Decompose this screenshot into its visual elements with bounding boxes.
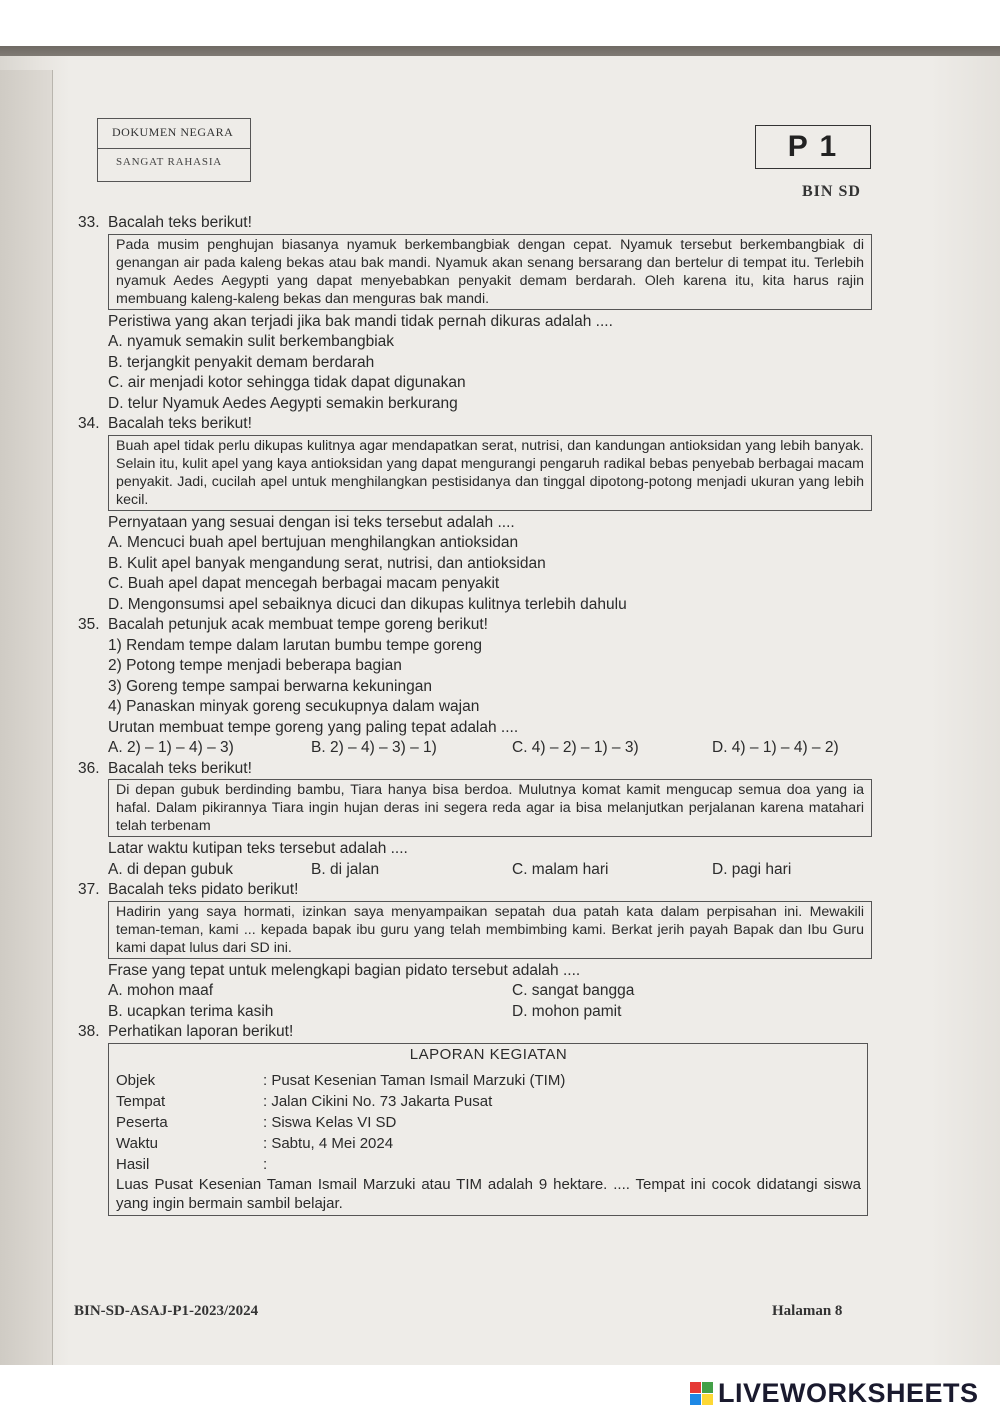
report-value: : Pusat Kesenian Taman Ismail Marzuki (TIM) xyxy=(263,1071,566,1089)
page-number: Halaman 8 xyxy=(772,1303,843,1319)
speech-passage: Hadirin yang saya hormati, izinkan saya menyampaikan sepatah dua patah kata dalam perpisahan ini. Mewakili teman-teman, kami ... kepada bapak ibu guru yang telah membimbing kami. Berkat jerih payah Bapak dan Ibu Guru kami dapat lulus dari SD ini. xyxy=(108,901,872,959)
option-c[interactable]: C. malam hari xyxy=(512,860,609,878)
question-prompt: Bacalah teks berikut! xyxy=(108,214,252,231)
report-key: Waktu xyxy=(116,1134,158,1152)
reading-passage: Pada musim penghujan biasanya nyamuk berkembangbiak dengan cepat. Nyamuk tersebut berkembangbiak di genangan air pada kaleng bekas atau bak mandi. Nyamuk akan senang bersarang dan bertelur di tempat itu. Terlebih nyamuk Aedes Aegypti yang dapat menyebabkan penyakit demam berdarah. Oleh karena itu, kita harus rajin membuang kaleng-kaleng bekas dan menguras bak mandi. xyxy=(108,234,872,310)
question-35 xyxy=(78,615,868,759)
question-text: Pernyataan yang sesuai dengan isi teks tersebut adalah .... xyxy=(108,513,515,531)
option-b[interactable]: B. terjangkit penyakit demam berdarah xyxy=(108,353,375,371)
reading-passage: Buah apel tidak perlu dikupas kulitnya agar mendapatkan serat, nutrisi, dan kandungan antioksidan yang lebih banyak. Selain itu, kulit apel yang kaya antioksidan yang dapat mengurangi pengaruh radikal bebas penyebab berbagai macam penyakit. Jadi, cucilah apel untuk menghilangkan pestisidanya dan tinggal dipotong-potong menjadi ukuran yang lebih kecil. xyxy=(108,435,872,511)
report-value: : Siswa Kelas VI SD xyxy=(263,1113,397,1131)
question-text: Frase yang tepat untuk melengkapi bagian pidato tersebut adalah .... xyxy=(108,961,581,979)
options-grid xyxy=(108,981,868,1022)
option-a[interactable]: A. nyamuk semakin sulit berkembangbiak xyxy=(108,333,395,350)
question-number: 37. xyxy=(78,881,100,898)
document-code: BIN-SD-ASAJ-P1-2023/2024 xyxy=(74,1303,259,1319)
option-a[interactable]: A. 2) – 1) – 4) – 3) xyxy=(108,739,234,756)
options-row xyxy=(108,860,868,881)
option-d[interactable]: D. 4) – 1) – 4) – 2) xyxy=(712,739,839,756)
option-d[interactable]: D. telur Nyamuk Aedes Aegypti semakin berkurang xyxy=(108,394,458,412)
option-c[interactable]: C. 4) – 2) – 1) – 3) xyxy=(512,739,639,756)
report-key: Peserta xyxy=(116,1113,168,1131)
question-text: Latar waktu kutipan teks tersebut adalah .... xyxy=(108,840,408,857)
option-b[interactable]: B. ucapkan terima kasih xyxy=(108,1002,274,1020)
top-margin xyxy=(0,0,1000,46)
report-row-waktu xyxy=(116,1133,861,1154)
question-prompt: Bacalah teks berikut! xyxy=(108,415,252,432)
left-page-edge xyxy=(0,70,53,1365)
option-b[interactable]: B. Kulit apel banyak mengandung serat, nutrisi, dan antioksidan xyxy=(108,554,546,572)
report-key: Objek xyxy=(116,1071,156,1089)
report-row-objek xyxy=(116,1070,861,1091)
step-4: 4) Panaskan minyak goreng secukupnya dalam wajan xyxy=(108,698,480,715)
brand-name: LIVEWORKSHEETS xyxy=(718,1378,979,1408)
packet-code: P 1 xyxy=(755,125,871,169)
option-c[interactable]: C. air menjadi kotor sehingga tidak dapat digunakan xyxy=(108,374,466,391)
document-header-box xyxy=(97,118,251,182)
question-33 xyxy=(78,213,868,414)
option-c[interactable]: C. Buah apel dapat mencegah berbagai macam penyakit xyxy=(108,575,500,592)
activity-report xyxy=(108,1043,868,1216)
doc-label: DOKUMEN NEGARA xyxy=(98,119,250,149)
question-38 xyxy=(78,1022,868,1216)
option-a[interactable]: A. mohon maaf xyxy=(108,982,214,999)
question-prompt: Bacalah petunjuk acak membuat tempe goreng berikut! xyxy=(108,616,488,633)
option-b[interactable]: B. di jalan xyxy=(311,860,380,878)
question-prompt: Perhatikan laporan berikut! xyxy=(108,1023,294,1040)
option-b[interactable]: B. 2) – 4) – 3) – 1) xyxy=(311,739,437,756)
step-1: 1) Rendam tempe dalam larutan bumbu tempe goreng xyxy=(108,636,482,654)
question-list xyxy=(78,213,868,1216)
question-prompt: Bacalah teks pidato berikut! xyxy=(108,881,299,898)
question-34 xyxy=(78,414,868,615)
question-37 xyxy=(78,880,868,1022)
step-2: 2) Potong tempe menjadi beberapa bagian xyxy=(108,657,402,674)
question-text: Urutan membuat tempe goreng yang paling tepat adalah .... xyxy=(108,718,519,736)
options-row xyxy=(108,738,868,759)
question-number: 38. xyxy=(78,1023,100,1040)
question-number: 34. xyxy=(78,415,100,432)
report-value: : Jalan Cikini No. 73 Jakarta Pusat xyxy=(263,1092,493,1110)
subject-code: BIN SD xyxy=(802,183,861,200)
report-key: Hasil xyxy=(116,1155,150,1173)
reading-passage: Di depan gubuk berdinding bambu, Tiara hanya bisa berdoa. Mulutnya komat kamit mengucap semua doa yang ia hafal. Dalam pikirannya Tiara ingin hujan deras ini segera reda agar ia bisa melanjutkan perjalanan karena matahari telah terbenam xyxy=(108,779,872,837)
option-d[interactable]: D. pagi hari xyxy=(712,860,792,878)
option-d[interactable]: D. mohon pamit xyxy=(512,1002,622,1020)
question-number: 35. xyxy=(78,616,100,633)
question-36 xyxy=(78,759,868,881)
liveworksheets-logo-icon xyxy=(690,1382,714,1406)
report-value: : Sabtu, 4 Mei 2024 xyxy=(263,1134,394,1152)
report-row-tempat xyxy=(116,1091,861,1112)
question-text: Peristiwa yang akan terjadi jika bak mandi tidak pernah dikuras adalah .... xyxy=(108,312,613,330)
secret-label: SANGAT RAHASIA xyxy=(116,156,223,168)
report-result: Luas Pusat Kesenian Taman Ismail Marzuki atau TIM adalah 9 hektare. .... Tempat ini cocok didatangi siswa yang ingin bermain sambil belajar. xyxy=(116,1175,861,1212)
question-number: 36. xyxy=(78,759,100,777)
step-3: 3) Goreng tempe sampai berwarna kekuningan xyxy=(108,677,432,695)
option-a[interactable]: A. Mencuci buah apel bertujuan menghilangkan antioksidan xyxy=(108,534,519,551)
option-a[interactable]: A. di depan gubuk xyxy=(108,860,233,878)
report-value: : xyxy=(263,1155,268,1173)
liveworksheets-watermark xyxy=(690,1378,979,1409)
report-key: Tempat xyxy=(116,1092,166,1110)
report-row-hasil xyxy=(116,1154,861,1175)
report-row-peserta xyxy=(116,1112,861,1133)
question-number: 33. xyxy=(78,214,100,231)
report-title: LAPORAN KEGIATAN xyxy=(409,1045,568,1063)
option-d[interactable]: D. Mengonsumsi apel sebaiknya dicuci dan dikupas kulitnya terlebih dahulu xyxy=(108,595,627,613)
option-c[interactable]: C. sangat bangga xyxy=(512,982,635,999)
question-prompt: Bacalah teks berikut! xyxy=(108,759,252,777)
